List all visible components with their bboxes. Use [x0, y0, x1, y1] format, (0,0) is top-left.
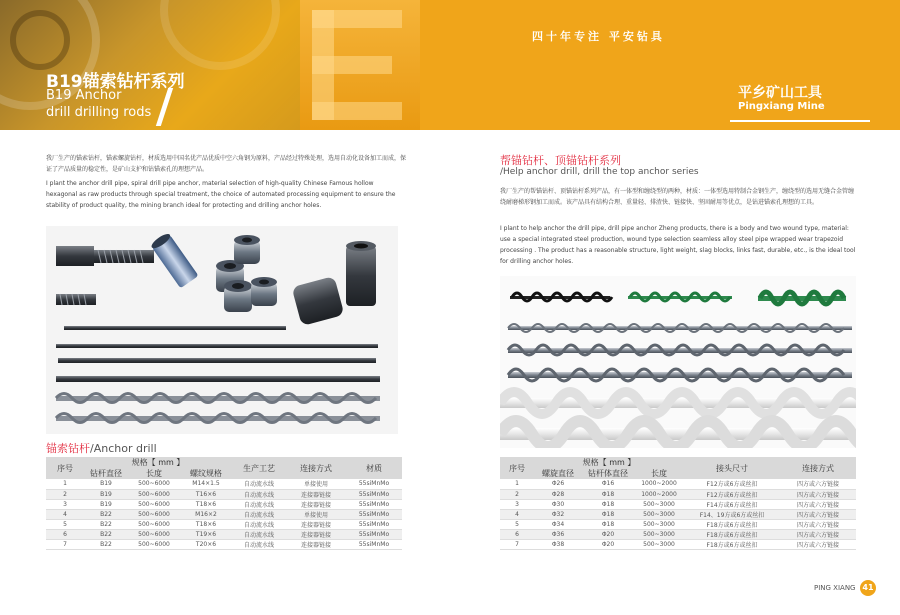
table-cell: 自动流水线 — [243, 541, 274, 549]
table-cell: Φ18 — [601, 490, 615, 498]
table-row — [46, 529, 402, 539]
table-cell: B22 — [100, 510, 112, 518]
table-cell: Φ20 — [601, 530, 615, 538]
table-cell: 6 — [515, 530, 519, 538]
table-cell: F14方或6方或丝扣 — [706, 501, 758, 509]
table-cell: 四方或六方链接 — [796, 541, 839, 549]
table-cell: B22 — [100, 530, 112, 538]
table-cell: 四方或六方链接 — [796, 481, 839, 489]
table-cell: Φ20 — [601, 540, 615, 548]
table-cell: T18×6 — [195, 500, 217, 508]
table-row — [46, 519, 402, 529]
table-row — [46, 539, 402, 549]
table-cell: 四方或六方链接 — [796, 501, 839, 509]
col-header-length: 长度 — [146, 469, 162, 478]
threaded-rod-lower — [56, 294, 96, 305]
table-cell: B19 — [100, 480, 112, 488]
table-cell: 55siMnMo — [358, 530, 390, 538]
help-anchor-section-title-en: /Help anchor drill, drill the top anchor series — [500, 167, 699, 177]
table-cell: 5 — [515, 520, 519, 528]
green-wide-spiral-rod — [758, 292, 846, 304]
col-header-connection: 连接方式 — [802, 463, 834, 473]
table-cell: Φ18 — [601, 520, 615, 528]
table-cell: 500~3000 — [643, 530, 675, 538]
spiral-anchor-rods — [56, 394, 380, 423]
table-row — [500, 489, 856, 499]
table-cell: 500~6000 — [138, 480, 170, 488]
anchor-drill-section-title — [46, 440, 157, 456]
spiral-drill-product-photo — [500, 276, 856, 448]
table-row — [500, 479, 856, 489]
hex-nuts — [216, 235, 277, 312]
table-cell: 500~3000 — [643, 540, 675, 548]
table-cell: F18方或6方或丝扣 — [706, 531, 758, 539]
table-cell: 连接器链接 — [300, 531, 331, 539]
table-cell: 4 — [63, 510, 67, 518]
table-cell: F18方或6方或丝扣 — [706, 521, 758, 529]
right-intro-cn: 我厂生产的帮锚钻杆、顶锚钻杆系列产品，有一体型和缠绕型的两种，材质：一体型选用特制合金钢生产，缠绕型的选用无缝合金管缠绕耐磨梯形钢加工而成。该产品具有结构合理、重量轻、排渣快、链接快、坚固耐用等优点，是钻进锚索孔理想的工具。 — [500, 188, 855, 206]
table-cell: 500~3000 — [643, 510, 675, 518]
table-cell: 500~6000 — [138, 540, 170, 548]
footer-label: PING XIANG — [814, 584, 856, 592]
table-row — [46, 499, 402, 509]
anchor-drill-rods — [56, 326, 380, 382]
section-title-en: /Anchor drill — [90, 442, 157, 455]
help-anchor-section-title-cn: 帮锚钻杆、顶锚钻杆系列 — [500, 154, 621, 167]
table-cell: Φ30 — [551, 500, 565, 508]
table-cell: Φ18 — [601, 500, 615, 508]
table-cell: 自动流水线 — [243, 531, 274, 539]
col-header-no: 序号 — [509, 463, 525, 473]
page-title-en-line2: drill drilling rods — [46, 105, 152, 120]
page-title-en-line1: B19 Anchor — [46, 88, 122, 103]
table-cell: 500~3000 — [643, 500, 675, 508]
table-cell: 55siMnMo — [358, 520, 390, 528]
table-cell: T20×6 — [195, 540, 217, 548]
table-cell: 四方或六方链接 — [796, 521, 839, 529]
table-cell: 1000~2000 — [641, 490, 677, 498]
table-cell: 3 — [515, 500, 519, 508]
left-intro-cn: 我厂生产的锚索钻杆，锚索螺旋钻杆，材质选用中国名优产品优质中空六角钢为原料，产品经过特殊处理，选用自动化设备加工而成，保证了产品质量的稳定性，是矿山支护和钻锚索孔的理想产品。 — [46, 155, 407, 173]
col-header-process: 生产工艺 — [243, 463, 275, 473]
table-cell: Φ16 — [601, 480, 615, 488]
table-cell: Φ36 — [551, 530, 565, 538]
table-cell: 2 — [515, 490, 519, 498]
col-header-material: 材质 — [366, 463, 382, 473]
table-cell: 1 — [63, 480, 67, 488]
col-header-no: 序号 — [57, 463, 73, 473]
table-cell: 6 — [63, 530, 67, 538]
table-cell: B19 — [100, 490, 112, 498]
table-cell: 500~6000 — [138, 530, 170, 538]
table-cell: 连接器链接 — [300, 521, 331, 529]
table-cell: 7 — [515, 540, 519, 548]
table-cell: 单接使用 — [303, 511, 328, 519]
anchor-drill-spec-table — [46, 457, 402, 550]
white-spiral-augers — [500, 392, 856, 447]
col-header-joint: 接头尺寸 — [716, 463, 748, 473]
col-header-spec: 规格【 mm 】 — [131, 458, 185, 467]
table-cell: 自动流水线 — [243, 501, 274, 509]
table-cell: B19 — [100, 500, 112, 508]
table-row — [500, 509, 856, 519]
brand-name-en: Pingxiang Mine — [738, 101, 825, 112]
table-cell: 1 — [515, 480, 519, 488]
anchor-drill-product-photo — [46, 226, 398, 434]
table-cell: 55siMnMo — [358, 510, 390, 518]
table-cell: 4 — [515, 510, 519, 518]
table-row — [46, 509, 402, 519]
decorative-letter-e — [312, 10, 402, 120]
table-cell: 连接器链接 — [300, 501, 331, 509]
table-cell: 3 — [63, 500, 67, 508]
table-cell: 四方或六方链接 — [796, 511, 839, 519]
brand-name-cn: 平乡矿山工具 — [738, 85, 822, 101]
green-spiral-rod — [628, 293, 732, 301]
table-row — [500, 519, 856, 529]
table-cell: B22 — [100, 540, 112, 548]
table-cell: 自动流水线 — [243, 511, 274, 519]
table-cell: 1000~2000 — [641, 480, 677, 488]
table-cell: T19×6 — [195, 530, 217, 538]
col-header-diameter: 钻杆直径 — [90, 469, 122, 478]
table-cell: T16×6 — [195, 490, 217, 498]
table-cell: 四方或六方链接 — [796, 491, 839, 499]
table-cell: 自动流水线 — [243, 481, 274, 489]
table-row — [46, 479, 402, 489]
table-cell: Φ38 — [551, 540, 565, 548]
table-cell: 自动流水线 — [243, 521, 274, 529]
right-intro-en: I plant to help anchor the drill pipe, drill pipe anchor Zheng products, there is a body and two wound type, material: use a special integrated steel production, wound type selection seamless alloy steel pipe wrapped wear trapezoid processing . The product has a reasonable structure, light weight, slag blocks, links fast, durable, etc., is the ideal tool for drilling anchor holes. — [500, 225, 856, 265]
table-cell: 连接器链接 — [300, 491, 331, 499]
table-row — [500, 499, 856, 509]
col-header-connection: 连接方式 — [300, 463, 332, 473]
help-anchor-spec-table — [500, 457, 856, 550]
left-intro-en: I plant the anchor drill pipe, spiral drill pipe anchor, material selection of high-quality Chinese Famous hollow hexagonal as raw products through special treatment, the choice of automated processing equipment to ensure the stability of product quality, the mining branch ideal for protecting and drilling anchor holes. — [46, 180, 396, 209]
brand-underline — [730, 120, 870, 122]
table-cell: F14、19方或6方或丝扣 — [699, 511, 765, 519]
table-cell: 2 — [63, 490, 67, 498]
table-cell: Φ34 — [551, 520, 565, 528]
table-cell: 四方或六方链接 — [796, 531, 839, 539]
table-cell: 500~6000 — [138, 520, 170, 528]
section-title-cn: 锚索钻杆 — [46, 442, 90, 455]
header-slogan: 四十年专注 平安钻具 — [532, 30, 665, 43]
table-cell: B22 — [100, 520, 112, 528]
col-header-rod: 钻杆体直径 — [588, 469, 628, 478]
table-cell: 500~6000 — [138, 510, 170, 518]
table-cell: 单接使用 — [303, 481, 328, 489]
table-cell: Φ32 — [551, 510, 565, 518]
steel-spiral-rods — [508, 324, 852, 381]
col-header-blade: 螺旋直径 — [542, 469, 574, 478]
table-cell: 5 — [63, 520, 67, 528]
connector-sleeves — [292, 241, 376, 326]
table-cell: F18方或6方或丝扣 — [706, 541, 758, 549]
hex-coupler — [150, 232, 199, 289]
machine-gear-shape — [160, 0, 280, 70]
black-spiral-rod — [510, 293, 612, 301]
col-header-spec: 规格【 mm 】 — [582, 458, 636, 467]
table-cell: 500~3000 — [643, 520, 675, 528]
table-row — [500, 529, 856, 539]
table-cell: 55siMnMo — [358, 480, 390, 488]
table-row — [500, 539, 856, 549]
page-number-badge: 41 — [860, 580, 876, 596]
table-cell: F12方或6方或丝扣 — [706, 481, 758, 489]
table-cell: F12方或6方或丝扣 — [706, 491, 758, 499]
table-cell: Φ26 — [551, 480, 565, 488]
table-cell: T18×6 — [195, 520, 217, 528]
col-header-length: 长度 — [651, 469, 667, 478]
table-cell: 55siMnMo — [358, 500, 390, 508]
threaded-rod-top — [56, 246, 154, 266]
table-cell: Φ28 — [551, 490, 565, 498]
machine-gear-shape — [10, 10, 70, 70]
col-header-thread: 螺纹规格 — [190, 469, 222, 478]
table-cell: M14×1.5 — [192, 480, 220, 488]
table-row — [46, 489, 402, 499]
table-cell: 500~6000 — [138, 500, 170, 508]
table-cell: M16×2 — [195, 510, 217, 518]
table-cell: 自动流水线 — [243, 491, 274, 499]
page-title-cn: B19锚索钻杆系列 — [46, 72, 185, 92]
table-cell: 连接器链接 — [300, 541, 331, 549]
table-cell: 500~6000 — [138, 490, 170, 498]
table-cell: Φ18 — [601, 510, 615, 518]
table-cell: 55siMnMo — [358, 540, 390, 548]
table-cell: 55siMnMo — [358, 490, 390, 498]
table-cell: 7 — [63, 540, 67, 548]
